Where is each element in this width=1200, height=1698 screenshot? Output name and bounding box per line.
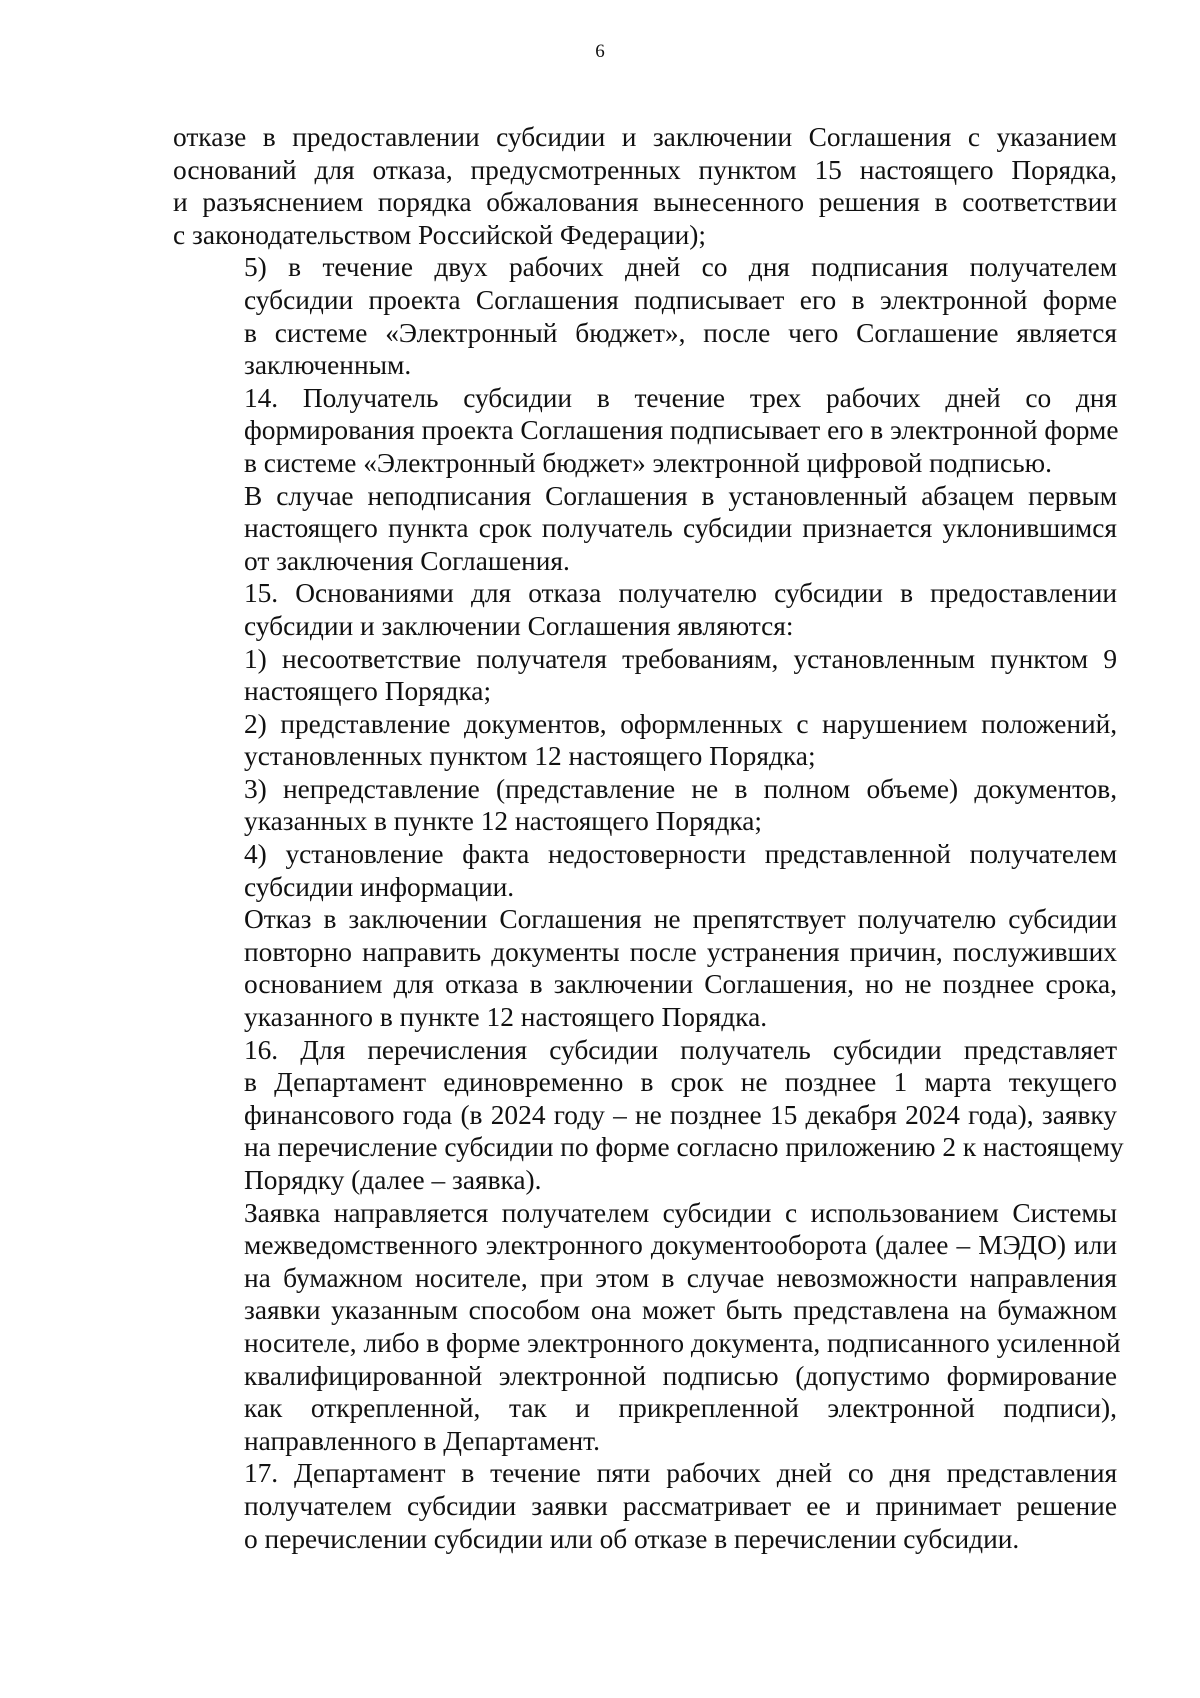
paragraph [173, 1197, 1121, 1458]
paragraph-line: 2) представление документов, оформленных с нарушением положений, [244, 708, 1117, 739]
paragraph-line: отказе в предоставлении субсидии и заключении Соглашения с указанием [173, 122, 1117, 152]
paragraph-line: указанных в пункте 12 настоящего Порядка; [244, 806, 763, 837]
paragraph-line: 14. Получатель субсидии в течение трех рабочих дней со дня [244, 382, 1117, 413]
paragraph-line: установленных пунктом 12 настоящего Порядка; [244, 741, 816, 772]
page-number: 6 [595, 41, 605, 62]
paragraph-line: субсидии информации. [244, 871, 515, 902]
paragraph-line: 16. Для перечисления субсидии получатель субсидии представляет [244, 1034, 1117, 1065]
paragraph-line: 3) непредставление (представление не в полном объеме) документов, [244, 773, 1117, 804]
document-body [173, 121, 1124, 1555]
paragraph [173, 708, 1117, 773]
paragraph-line: в системе «Электронный бюджет» электронной цифровой подписью. [244, 447, 1052, 478]
paragraph-line: 17. Департамент в течение пяти рабочих дней со дня представления [244, 1458, 1117, 1489]
paragraph-line: Отказ в заключении Соглашения не препятствует получателю субсидии [244, 904, 1117, 935]
paragraph [173, 251, 1117, 381]
paragraph-line: настоящего пункта срок получатель субсидии признается уклонившимся [244, 513, 1117, 544]
paragraph [173, 1034, 1124, 1197]
paragraph-line: заключенным. [244, 350, 412, 381]
paragraph-line: квалифицированной электронной подписью (допустимо формирование [244, 1360, 1117, 1391]
paragraph-line: формирования проекта Соглашения подписывает его в электронной форме [244, 415, 1119, 446]
paragraph-line: указанного в пункте 12 настоящего Порядка. [244, 1002, 768, 1033]
paragraph [173, 903, 1117, 1033]
paragraph-line: оснований для отказа, предусмотренных пунктом 15 настоящего Порядка, [173, 154, 1117, 185]
paragraph [173, 480, 1117, 578]
paragraph-line: как открепленной, так и прикрепленной электронной подписи), [244, 1393, 1117, 1424]
paragraph [173, 838, 1117, 903]
paragraph-line: межведомственного электронного документооборота (далее – МЭДО) или [244, 1230, 1117, 1261]
paragraph-line: 5) в течение двух рабочих дней со дня подписания получателем [244, 252, 1117, 283]
paragraph-line: с законодательством Российской Федерации); [173, 219, 706, 250]
paragraph-line: финансового года (в 2024 году – не позднее 15 декабря 2024 года), заявку [244, 1099, 1117, 1130]
paragraph-line: субсидии проекта Соглашения подписывает его в электронной форме [244, 284, 1117, 315]
paragraph [173, 577, 1117, 642]
paragraph-line: 15. Основаниями для отказа получателю субсидии в предоставлении [244, 578, 1117, 609]
paragraph-line: 4) установление факта недостоверности представленной получателем [244, 839, 1117, 870]
paragraph [173, 1457, 1117, 1555]
paragraph [173, 773, 1117, 838]
paragraph-line: настоящего Порядка; [244, 676, 492, 707]
paragraph [173, 121, 1117, 251]
paragraph-line: и разъяснением порядка обжалования вынесенного решения в соответствии [173, 187, 1117, 218]
paragraph-line: Порядку (далее – заявка). [244, 1165, 542, 1195]
paragraph-line: В случае неподписания Соглашения в установленный абзацем первым [244, 480, 1117, 511]
paragraph-line: на перечисление субсидии по форме согласно приложению 2 к настоящему [244, 1132, 1124, 1163]
paragraph-line: в Департамент единовременно в срок не позднее 1 марта текущего [244, 1067, 1117, 1098]
paragraph-line: направленного в Департамент. [244, 1425, 600, 1456]
paragraph-line: от заключения Соглашения. [244, 545, 570, 576]
paragraph-line: субсидии и заключении Соглашения являются: [244, 610, 794, 641]
paragraph-line: 1) несоответствие получателя требованиям, установленным пунктом 9 [244, 643, 1117, 674]
paragraph-line: на бумажном носителе, при этом в случае невозможности направления [244, 1262, 1117, 1293]
paragraph-line: повторно направить документы после устранения причин, послуживших [244, 936, 1117, 967]
paragraph-line: носителе, либо в форме электронного документа, подписанного усиленной [244, 1327, 1121, 1358]
paragraph-line: заявки указанным способом она может быть представлена на бумажном [244, 1295, 1117, 1326]
paragraph-line: получателем субсидии заявки рассматривает ее и принимает решение [244, 1490, 1117, 1521]
paragraph-line: о перечислении субсидии или об отказе в перечислении субсидии. [244, 1523, 1020, 1554]
paragraph-line: в системе «Электронный бюджет», после чего Соглашение является [244, 317, 1117, 348]
paragraph [173, 382, 1117, 480]
paragraph [173, 643, 1117, 708]
paragraph-line: основанием для отказа в заключении Соглашения, но не позднее срока, [244, 969, 1117, 1000]
paragraph-line: Заявка направляется получателем субсидии с использованием Системы [244, 1197, 1117, 1228]
